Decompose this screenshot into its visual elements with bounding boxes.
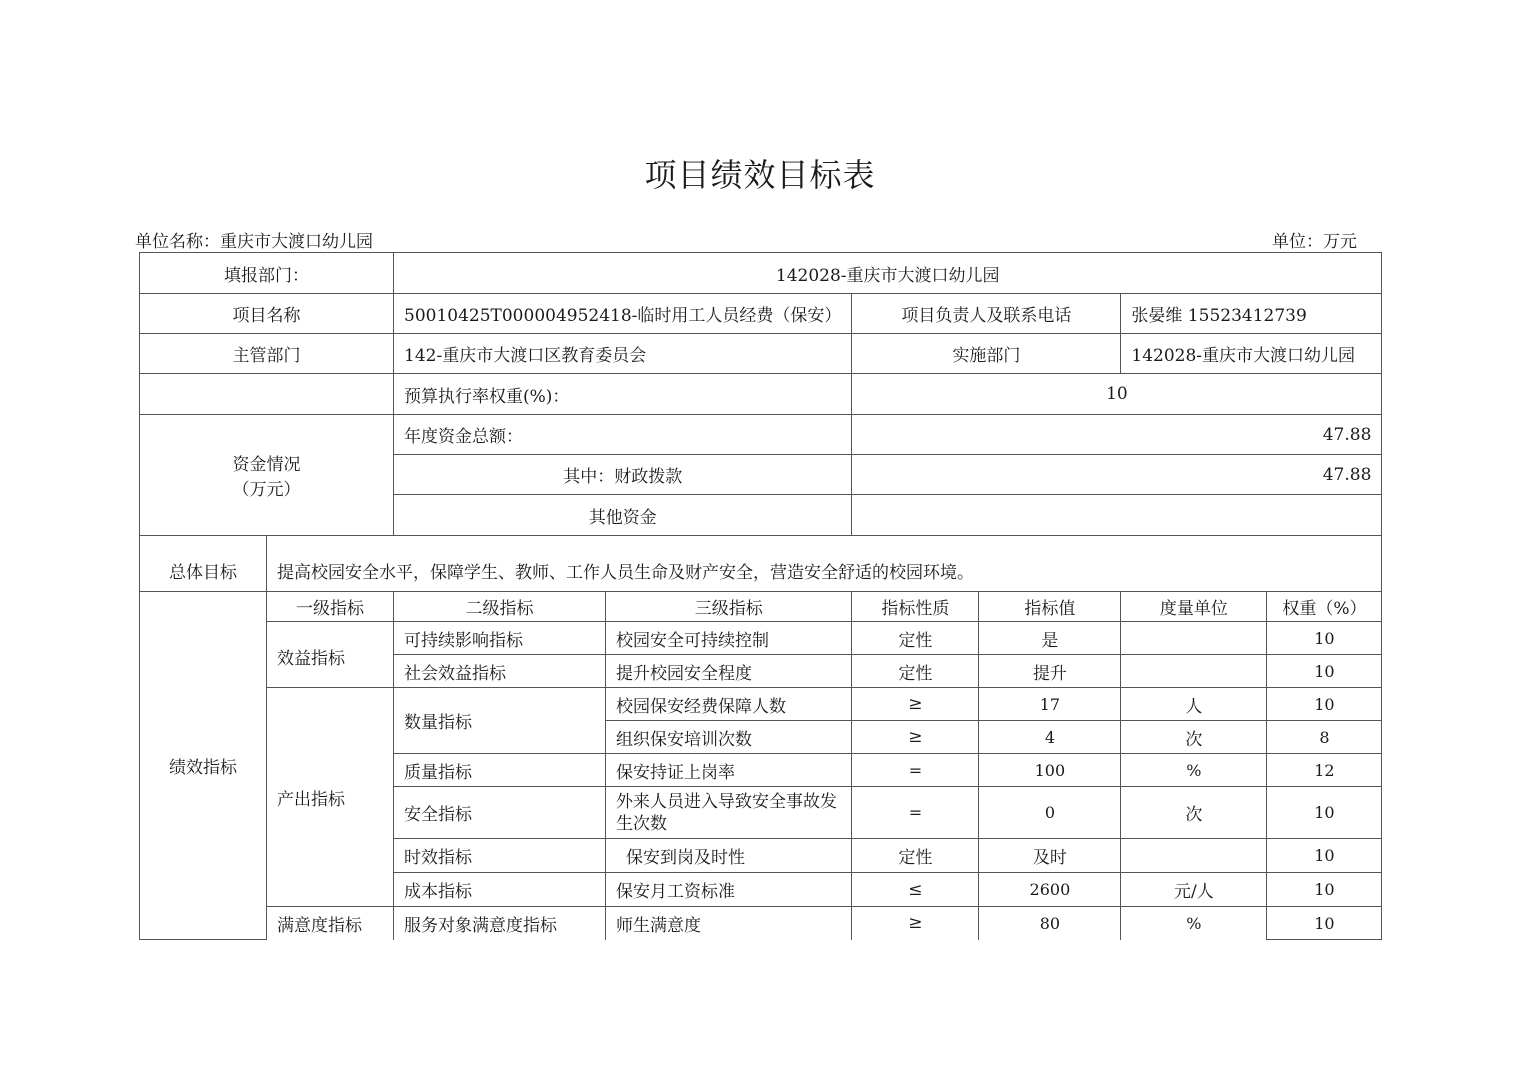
funds-annual-row — [140, 415, 1382, 455]
filling-value: 142028-重庆市大渡口幼儿园 — [394, 253, 1382, 294]
nature-cell: ≥ — [852, 907, 979, 940]
nature-cell: 定性 — [852, 839, 979, 873]
weight-cell: 10 — [1267, 655, 1382, 688]
level1-satisfaction: 满意度指标 — [267, 907, 394, 940]
nature-cell: ≤ — [852, 873, 979, 907]
funds-label-line1: 资金情况 — [232, 455, 301, 475]
level3-cell: 保安持证上岗率 — [606, 754, 852, 787]
header-level2: 二级指标 — [394, 592, 606, 622]
nature-cell: ≥ — [852, 721, 979, 754]
project-value: 50010425T000004952418-临时用工人员经费（保安） — [394, 294, 852, 334]
weight-cell: 10 — [1267, 688, 1382, 721]
project-label: 项目名称 — [140, 294, 394, 334]
funds-fiscal-label: 其中：财政拨款 — [394, 455, 852, 495]
unit-cell: % — [1121, 754, 1267, 787]
unit-label: 单位：万元 — [1272, 232, 1357, 252]
nature-cell: = — [852, 754, 979, 787]
value-cell: 4 — [979, 721, 1121, 754]
level3-cell: 保安月工资标准 — [606, 873, 852, 907]
impl-value: 142028-重庆市大渡口幼儿园 — [1121, 334, 1382, 374]
budget-label: 预算执行率权重(%)： — [394, 374, 852, 415]
unit-cell: 人 — [1121, 688, 1267, 721]
level3-cell: 外来人员进入导致安全事故发生次数 — [606, 787, 852, 839]
level3-cell: 提升校园安全程度 — [606, 655, 852, 688]
level2-cell: 质量指标 — [394, 754, 606, 787]
funds-label-line2: （万元） — [232, 480, 301, 500]
table-row — [140, 907, 1382, 940]
funds-annual-label: 年度资金总额： — [394, 415, 852, 455]
dept-label: 主管部门 — [140, 334, 394, 374]
budget-row — [140, 374, 1382, 415]
table-row — [140, 622, 1382, 655]
level1-output: 产出指标 — [267, 688, 394, 907]
level3-cell: 保安到岗及时性 — [606, 839, 852, 873]
perf-label: 绩效指标 — [140, 592, 267, 940]
funds-other-label: 其他资金 — [394, 495, 852, 536]
weight-cell: 8 — [1267, 721, 1382, 754]
value-cell: 100 — [979, 754, 1121, 787]
filling-label: 填报部门： — [140, 253, 394, 294]
level2-cell: 时效指标 — [394, 839, 606, 873]
unit-cell: 次 — [1121, 721, 1267, 754]
header-unit: 度量单位 — [1121, 592, 1267, 622]
level3-cell: 师生满意度 — [606, 907, 852, 940]
value-cell: 2600 — [979, 873, 1121, 907]
funds-label — [140, 415, 394, 536]
unit-cell: % — [1121, 907, 1267, 940]
level3-cell: 校园保安经费保障人数 — [606, 688, 852, 721]
header-nature: 指标性质 — [852, 592, 979, 622]
page-title: 项目绩效目标表 — [644, 156, 876, 194]
weight-cell: 12 — [1267, 754, 1382, 787]
value-cell: 及时 — [979, 839, 1121, 873]
level2-cell: 社会效益指标 — [394, 655, 606, 688]
goal-text: 提高校园安全水平，保障学生、教师、工作人员生命及财产安全，营造安全舒适的校园环境。 — [267, 536, 1382, 592]
impl-label: 实施部门 — [852, 334, 1121, 374]
project-row — [140, 294, 1382, 334]
value-cell: 17 — [979, 688, 1121, 721]
header-level3: 三级指标 — [606, 592, 852, 622]
goal-label: 总体目标 — [140, 536, 267, 592]
dept-value: 142-重庆市大渡口区教育委员会 — [394, 334, 852, 374]
budget-blank — [140, 374, 394, 415]
weight-cell: 10 — [1267, 873, 1382, 907]
perf-header-row — [140, 592, 1382, 622]
nature-cell: 定性 — [852, 655, 979, 688]
contact-label: 项目负责人及联系电话 — [852, 294, 1121, 334]
contact-value: 张晏维 15523412739 — [1121, 294, 1382, 334]
unit-cell — [1121, 655, 1267, 688]
level3-cell: 组织保安培训次数 — [606, 721, 852, 754]
level3-cell: 校园安全可持续控制 — [606, 622, 852, 655]
unit-cell: 元/人 — [1121, 873, 1267, 907]
weight-cell: 10 — [1267, 787, 1382, 839]
value-cell: 是 — [979, 622, 1121, 655]
performance-table — [139, 252, 1382, 940]
header-value: 指标值 — [979, 592, 1121, 622]
weight-cell: 10 — [1267, 839, 1382, 873]
funds-fiscal-value: 47.88 — [852, 455, 1382, 495]
value-cell: 80 — [979, 907, 1121, 940]
value-cell: 提升 — [979, 655, 1121, 688]
unit-cell — [1121, 839, 1267, 873]
level2-cell: 安全指标 — [394, 787, 606, 839]
weight-cell: 10 — [1267, 907, 1382, 940]
header-weight: 权重（%） — [1267, 592, 1382, 622]
unit-cell — [1121, 622, 1267, 655]
filling-row — [140, 253, 1382, 294]
level2-cell: 数量指标 — [394, 688, 606, 754]
dept-row — [140, 334, 1382, 374]
goal-row — [140, 536, 1382, 592]
nature-cell: 定性 — [852, 622, 979, 655]
level1-benefit: 效益指标 — [267, 622, 394, 688]
level2-cell: 可持续影响指标 — [394, 622, 606, 655]
funds-other-value — [852, 495, 1382, 536]
table-row — [140, 688, 1382, 721]
funds-annual-value: 47.88 — [852, 415, 1382, 455]
unit-name: 单位名称：重庆市大渡口幼儿园 — [135, 232, 373, 252]
value-cell: 0 — [979, 787, 1121, 839]
weight-cell: 10 — [1267, 622, 1382, 655]
level2-cell: 服务对象满意度指标 — [394, 907, 606, 940]
level2-cell: 成本指标 — [394, 873, 606, 907]
unit-cell: 次 — [1121, 787, 1267, 839]
budget-value: 10 — [852, 374, 1382, 415]
nature-cell: ≥ — [852, 688, 979, 721]
nature-cell: = — [852, 787, 979, 839]
header-level1: 一级指标 — [267, 592, 394, 622]
